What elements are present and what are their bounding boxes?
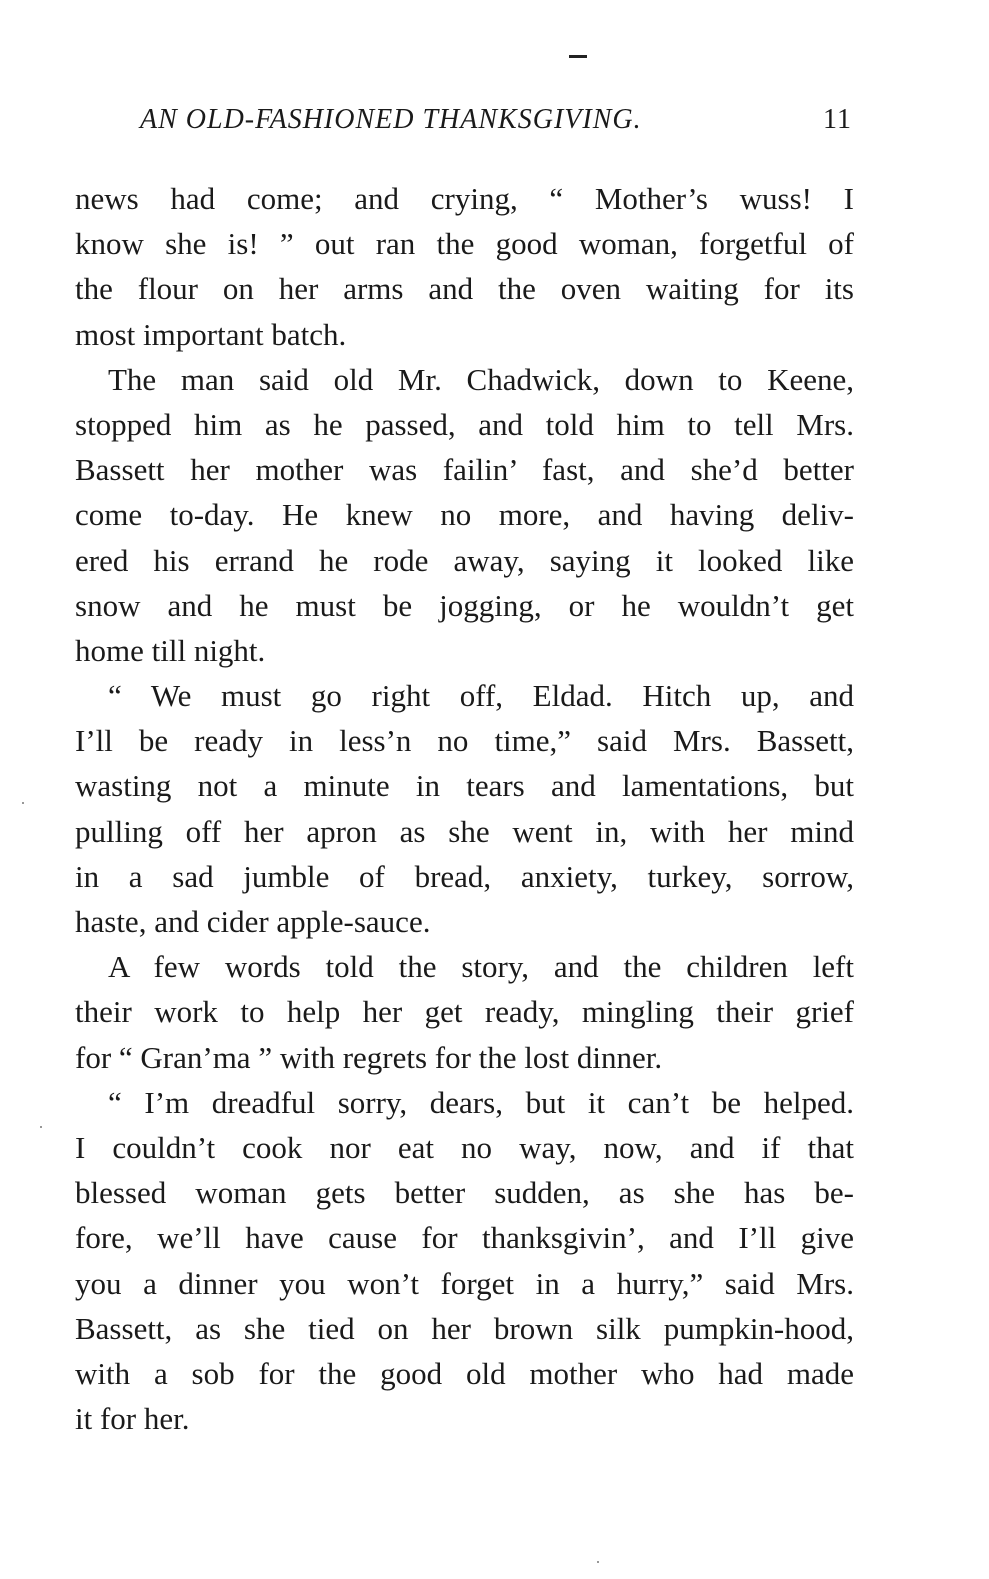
text-line: A few words told the story, and the children left <box>108 949 854 985</box>
text-line: with a sob for the good old mother who had made <box>75 1355 854 1391</box>
text-line: I’ll be ready in less’n no time,” said Mrs. Bassett, <box>75 723 854 759</box>
text-line: snow and he must be jogging, or he wouldn’t get <box>75 587 854 623</box>
text-line: it for her. <box>75 1401 190 1437</box>
text-line: in a sad jumble of bread, anxiety, turkey, sorrow, <box>75 858 854 894</box>
text-line: home till night. <box>75 632 266 668</box>
body-text <box>75 176 854 1441</box>
paper-speck <box>22 802 24 804</box>
text-line: fore, we’ll have cause for thanksgivin’, and I’ll give <box>75 1220 854 1256</box>
running-title: AN OLD-FASHIONED THANKSGIVING. <box>140 104 642 135</box>
text-line: wasting not a minute in tears and lamentations, but <box>75 768 854 804</box>
text-line: I couldn’t cook nor eat no way, now, and if that <box>75 1129 854 1165</box>
running-head <box>140 104 852 140</box>
text-line: news had come; and crying, “ Mother’s wuss! I <box>75 181 854 216</box>
text-line: stopped him as he passed, and told him to tell Mrs. <box>75 406 854 442</box>
text-line: you a dinner you won’t forget in a hurry,” said Mrs. <box>75 1265 854 1301</box>
text-line: Bassett her mother was failin’ fast, and she’d better <box>75 452 854 488</box>
text-line: their work to help her get ready, mingling their grief <box>75 994 854 1030</box>
paper-speck <box>40 1126 42 1128</box>
text-line: haste, and cider apple-sauce. <box>75 904 431 939</box>
text-line: most important batch. <box>75 316 347 352</box>
text-line: pulling off her apron as she went in, with her mind <box>75 813 854 849</box>
text-line: come to-day. He knew no more, and having deliv- <box>75 497 854 533</box>
text-line: The man said old Mr. Chadwick, down to Keene, <box>108 361 854 397</box>
text-line: blessed woman gets better sudden, as she has be- <box>75 1175 854 1211</box>
text-line: “ We must go right off, Eldad. Hitch up, and <box>108 678 854 714</box>
text-line: for “ Gran’ma ” with regrets for the lost dinner. <box>75 1039 663 1075</box>
text-line: ered his errand he rode away, saying it looked like <box>75 542 854 578</box>
paper-speck <box>597 1561 599 1563</box>
page-number: 11 <box>823 104 852 135</box>
printer-mark <box>569 55 587 58</box>
text-line: “ I’m dreadful sorry, dears, but it can’t be helped. <box>108 1084 854 1120</box>
text-line: Bassett, as she tied on her brown silk pumpkin-hood, <box>75 1310 854 1346</box>
text-line: know she is! ” out ran the good woman, forgetful of <box>75 226 854 262</box>
text-line: the flour on her arms and the oven waiting for its <box>75 271 854 307</box>
